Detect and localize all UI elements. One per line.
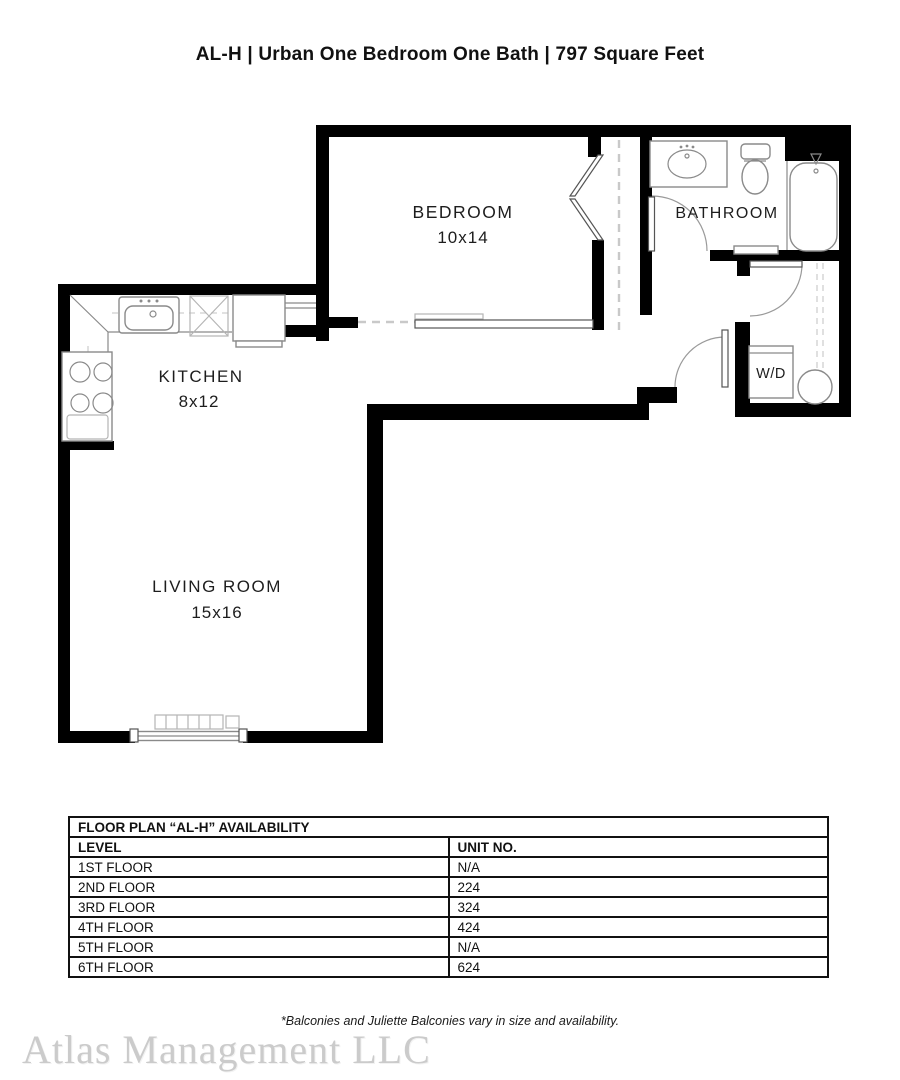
floor-plan-svg xyxy=(40,105,860,765)
wall-wd-left xyxy=(735,322,750,417)
table-row xyxy=(69,937,828,957)
bathroom-label: BATHROOM xyxy=(675,205,779,222)
floor-plan-diagram xyxy=(40,105,860,765)
wall-wd-bottom xyxy=(740,403,851,417)
wall-top xyxy=(316,125,851,137)
table-row xyxy=(69,857,828,877)
wall-bedroom-bottom xyxy=(316,317,358,328)
wall-living-right xyxy=(367,404,383,743)
refrigerator-icon xyxy=(233,295,285,347)
living-room-dims: 15x16 xyxy=(191,603,243,622)
availability-table xyxy=(68,816,829,978)
entry-door-arc xyxy=(675,337,725,387)
bathroom-door-leaf xyxy=(649,197,655,251)
laundry-door-leaf xyxy=(750,261,802,267)
unit-cell: 324 xyxy=(449,897,829,917)
window-icon xyxy=(130,729,247,742)
dishwasher-icon xyxy=(190,296,228,336)
wall-bedroom-left xyxy=(316,125,329,341)
level-cell: 1ST FLOOR xyxy=(69,857,449,877)
wall-south-jog-h xyxy=(637,387,677,403)
wall-south-main xyxy=(367,404,638,420)
wall-right xyxy=(839,125,851,417)
unit-cell: 224 xyxy=(449,877,829,897)
company-watermark: Atlas Management LLC xyxy=(22,1027,431,1072)
sliding-door-track xyxy=(415,314,483,319)
wall-closet-stub-top xyxy=(588,133,601,157)
table-row xyxy=(69,957,828,977)
laundry-door-arc xyxy=(750,264,802,316)
table-row xyxy=(69,897,828,917)
passthrough-lines xyxy=(285,303,316,308)
closet-bifold-door-upper xyxy=(570,155,603,196)
baseboard-heater-icon xyxy=(155,715,239,729)
sliding-door-panel xyxy=(415,320,593,328)
entry-door-leaf xyxy=(722,330,728,387)
table-title: FLOOR PLAN “AL-H” AVAILABILITY xyxy=(69,817,828,837)
table-header-row xyxy=(69,837,828,857)
unit-cell: 624 xyxy=(449,957,829,977)
bath-threshold xyxy=(734,246,778,254)
table-title-row xyxy=(69,817,828,837)
kitchen-sink-icon xyxy=(119,297,179,333)
toilet-icon xyxy=(741,144,770,194)
kitchen-dims: 8x12 xyxy=(178,392,220,411)
balcony-footnote: *Balconies and Juliette Balconies vary in size and availability. xyxy=(280,1014,620,1028)
unit-cell: 424 xyxy=(449,917,829,937)
living-room-fixtures xyxy=(130,715,247,742)
water-heater-icon xyxy=(798,370,832,404)
level-cell: 5TH FLOOR xyxy=(69,937,449,957)
bedroom-label: BEDROOM xyxy=(412,202,514,222)
range-stove-icon xyxy=(62,352,113,441)
closet-bifold-door-lower xyxy=(570,199,603,240)
level-cell: 6TH FLOOR xyxy=(69,957,449,977)
column-header-unit: UNIT NO. xyxy=(449,837,829,857)
living-room-label: LIVING ROOM xyxy=(152,577,282,596)
column-header-level: LEVEL xyxy=(69,837,449,857)
level-cell: 3RD FLOOR xyxy=(69,897,449,917)
table-row xyxy=(69,917,828,937)
unit-cell: N/A xyxy=(449,857,829,877)
level-cell: 2ND FLOOR xyxy=(69,877,449,897)
page-title: AL-H | Urban One Bedroom One Bath | 797 Square Feet xyxy=(195,44,705,65)
wall-closet-lower xyxy=(592,240,604,330)
table-row xyxy=(69,877,828,897)
bathtub-icon xyxy=(787,154,837,251)
level-cell: 4TH FLOOR xyxy=(69,917,449,937)
wall-bottom-left xyxy=(58,731,135,743)
bedroom-dims: 10x14 xyxy=(437,228,489,247)
wall-stove-stub xyxy=(62,441,114,450)
unit-cell: N/A xyxy=(449,937,829,957)
wall-bottom-right xyxy=(243,731,383,743)
laundry-label: W/D xyxy=(756,366,786,382)
kitchen-label: KITCHEN xyxy=(158,367,244,386)
wall-kitchen-top xyxy=(58,284,319,295)
bathroom-sink-icon xyxy=(650,141,727,187)
wall-tub-band xyxy=(785,135,851,161)
wall-bath-bottom xyxy=(710,250,851,261)
